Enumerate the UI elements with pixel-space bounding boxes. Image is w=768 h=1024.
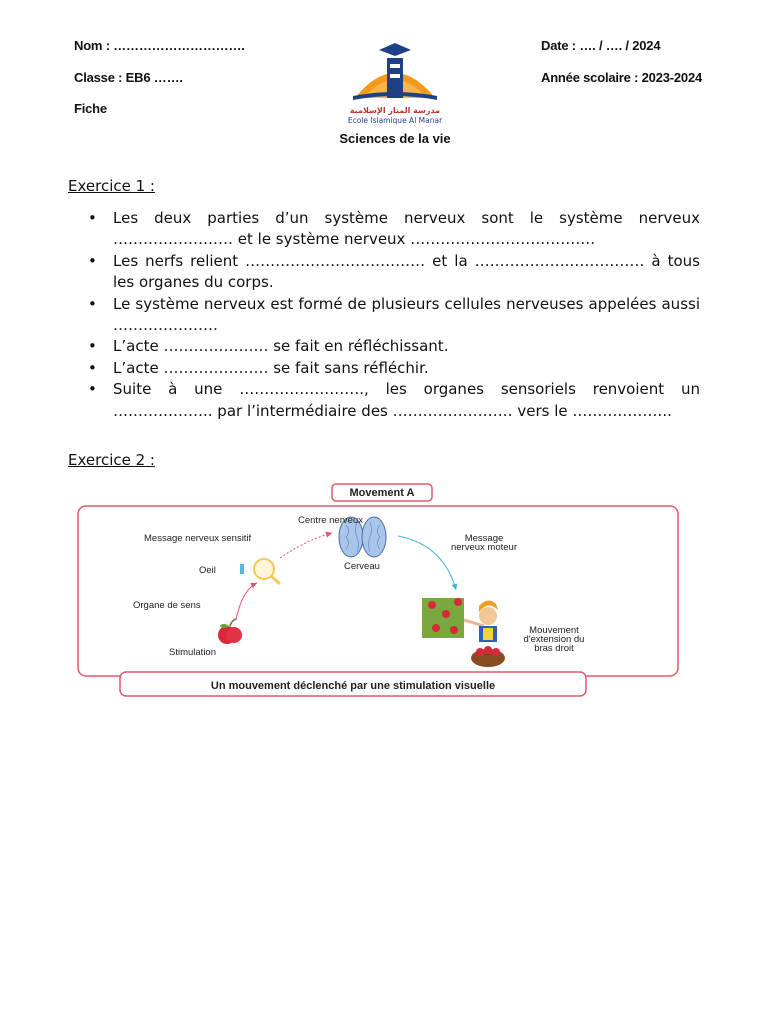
student-name-field: Nom : …………………………. xyxy=(74,38,245,53)
girl-picking-apples-icon xyxy=(422,598,505,667)
school-name-french: Ecole Islamique Al Manar xyxy=(347,116,443,125)
label-oeil: Oeil xyxy=(199,565,216,576)
list-item: • Le système nerveux est formé de plusieurs cellules nerveuses appelées aussi ………………… xyxy=(88,294,700,335)
label-message-moteur-line2: nerveux moteur xyxy=(450,542,518,553)
apple-icon xyxy=(218,619,242,644)
movement-diagram xyxy=(74,480,686,700)
sheet-label: Fiche xyxy=(74,101,107,116)
school-year-field: Année scolaire : 2023-2024 xyxy=(541,70,703,85)
exercise1-title: Exercice 1 : xyxy=(68,177,155,195)
label-centre-nerveux: Centre nerveux xyxy=(298,515,363,526)
exercise2-title: Exercice 2 : xyxy=(68,451,155,469)
subject-title: Sciences de la vie xyxy=(339,131,451,146)
list-item: • L’acte ………………… se fait sans réfléchir. xyxy=(88,358,429,377)
eye-icon xyxy=(240,559,280,584)
exercise1-list xyxy=(86,208,700,422)
list-item: • Les deux parties d’un système nerveux sont le système nerveux …………………… et le système nerveux ………………………………. xyxy=(88,209,700,249)
label-stimulation: Stimulation xyxy=(169,647,216,658)
label-organe-de-sens: Organe de sens xyxy=(133,600,201,611)
motor-message-arrow xyxy=(398,536,456,590)
label-cerveau: Cerveau xyxy=(344,561,380,572)
label-mouvement-line3: bras droit xyxy=(534,643,574,654)
school-logo xyxy=(345,40,445,130)
label-mouvement-line1: Mouvement xyxy=(529,625,579,636)
label-mouvement-line2: d'extension du xyxy=(523,634,585,645)
class-field: Classe : EB6 ……. xyxy=(74,70,183,85)
list-item: • Les nerfs relient ……………………………… et la ……………….…………… à tous les organes du corps. xyxy=(88,251,700,292)
label-message-moteur-line1: Message xyxy=(464,533,504,544)
date-field: Date : …. / …. / 2024 xyxy=(541,38,661,53)
list-item: • Suite à une ……………………., les organes sensoriels renvoient un ……………….. par l’intermédiaire des …………………… vers le ……………….. xyxy=(88,380,700,420)
diagram-title: Movement A xyxy=(349,487,415,499)
diagram-caption: Un mouvement déclenché par une stimulation visuelle xyxy=(210,680,496,692)
label-message-sensitif: Message nerveux sensitif xyxy=(144,533,252,544)
school-name-arabic: مدرسة المنار الإسلامية xyxy=(349,106,441,115)
sensory-message-arrow xyxy=(280,533,332,558)
list-item: • L’acte ………………… se fait en réfléchissant. xyxy=(88,337,449,356)
stimulation-arrow xyxy=(236,583,257,620)
